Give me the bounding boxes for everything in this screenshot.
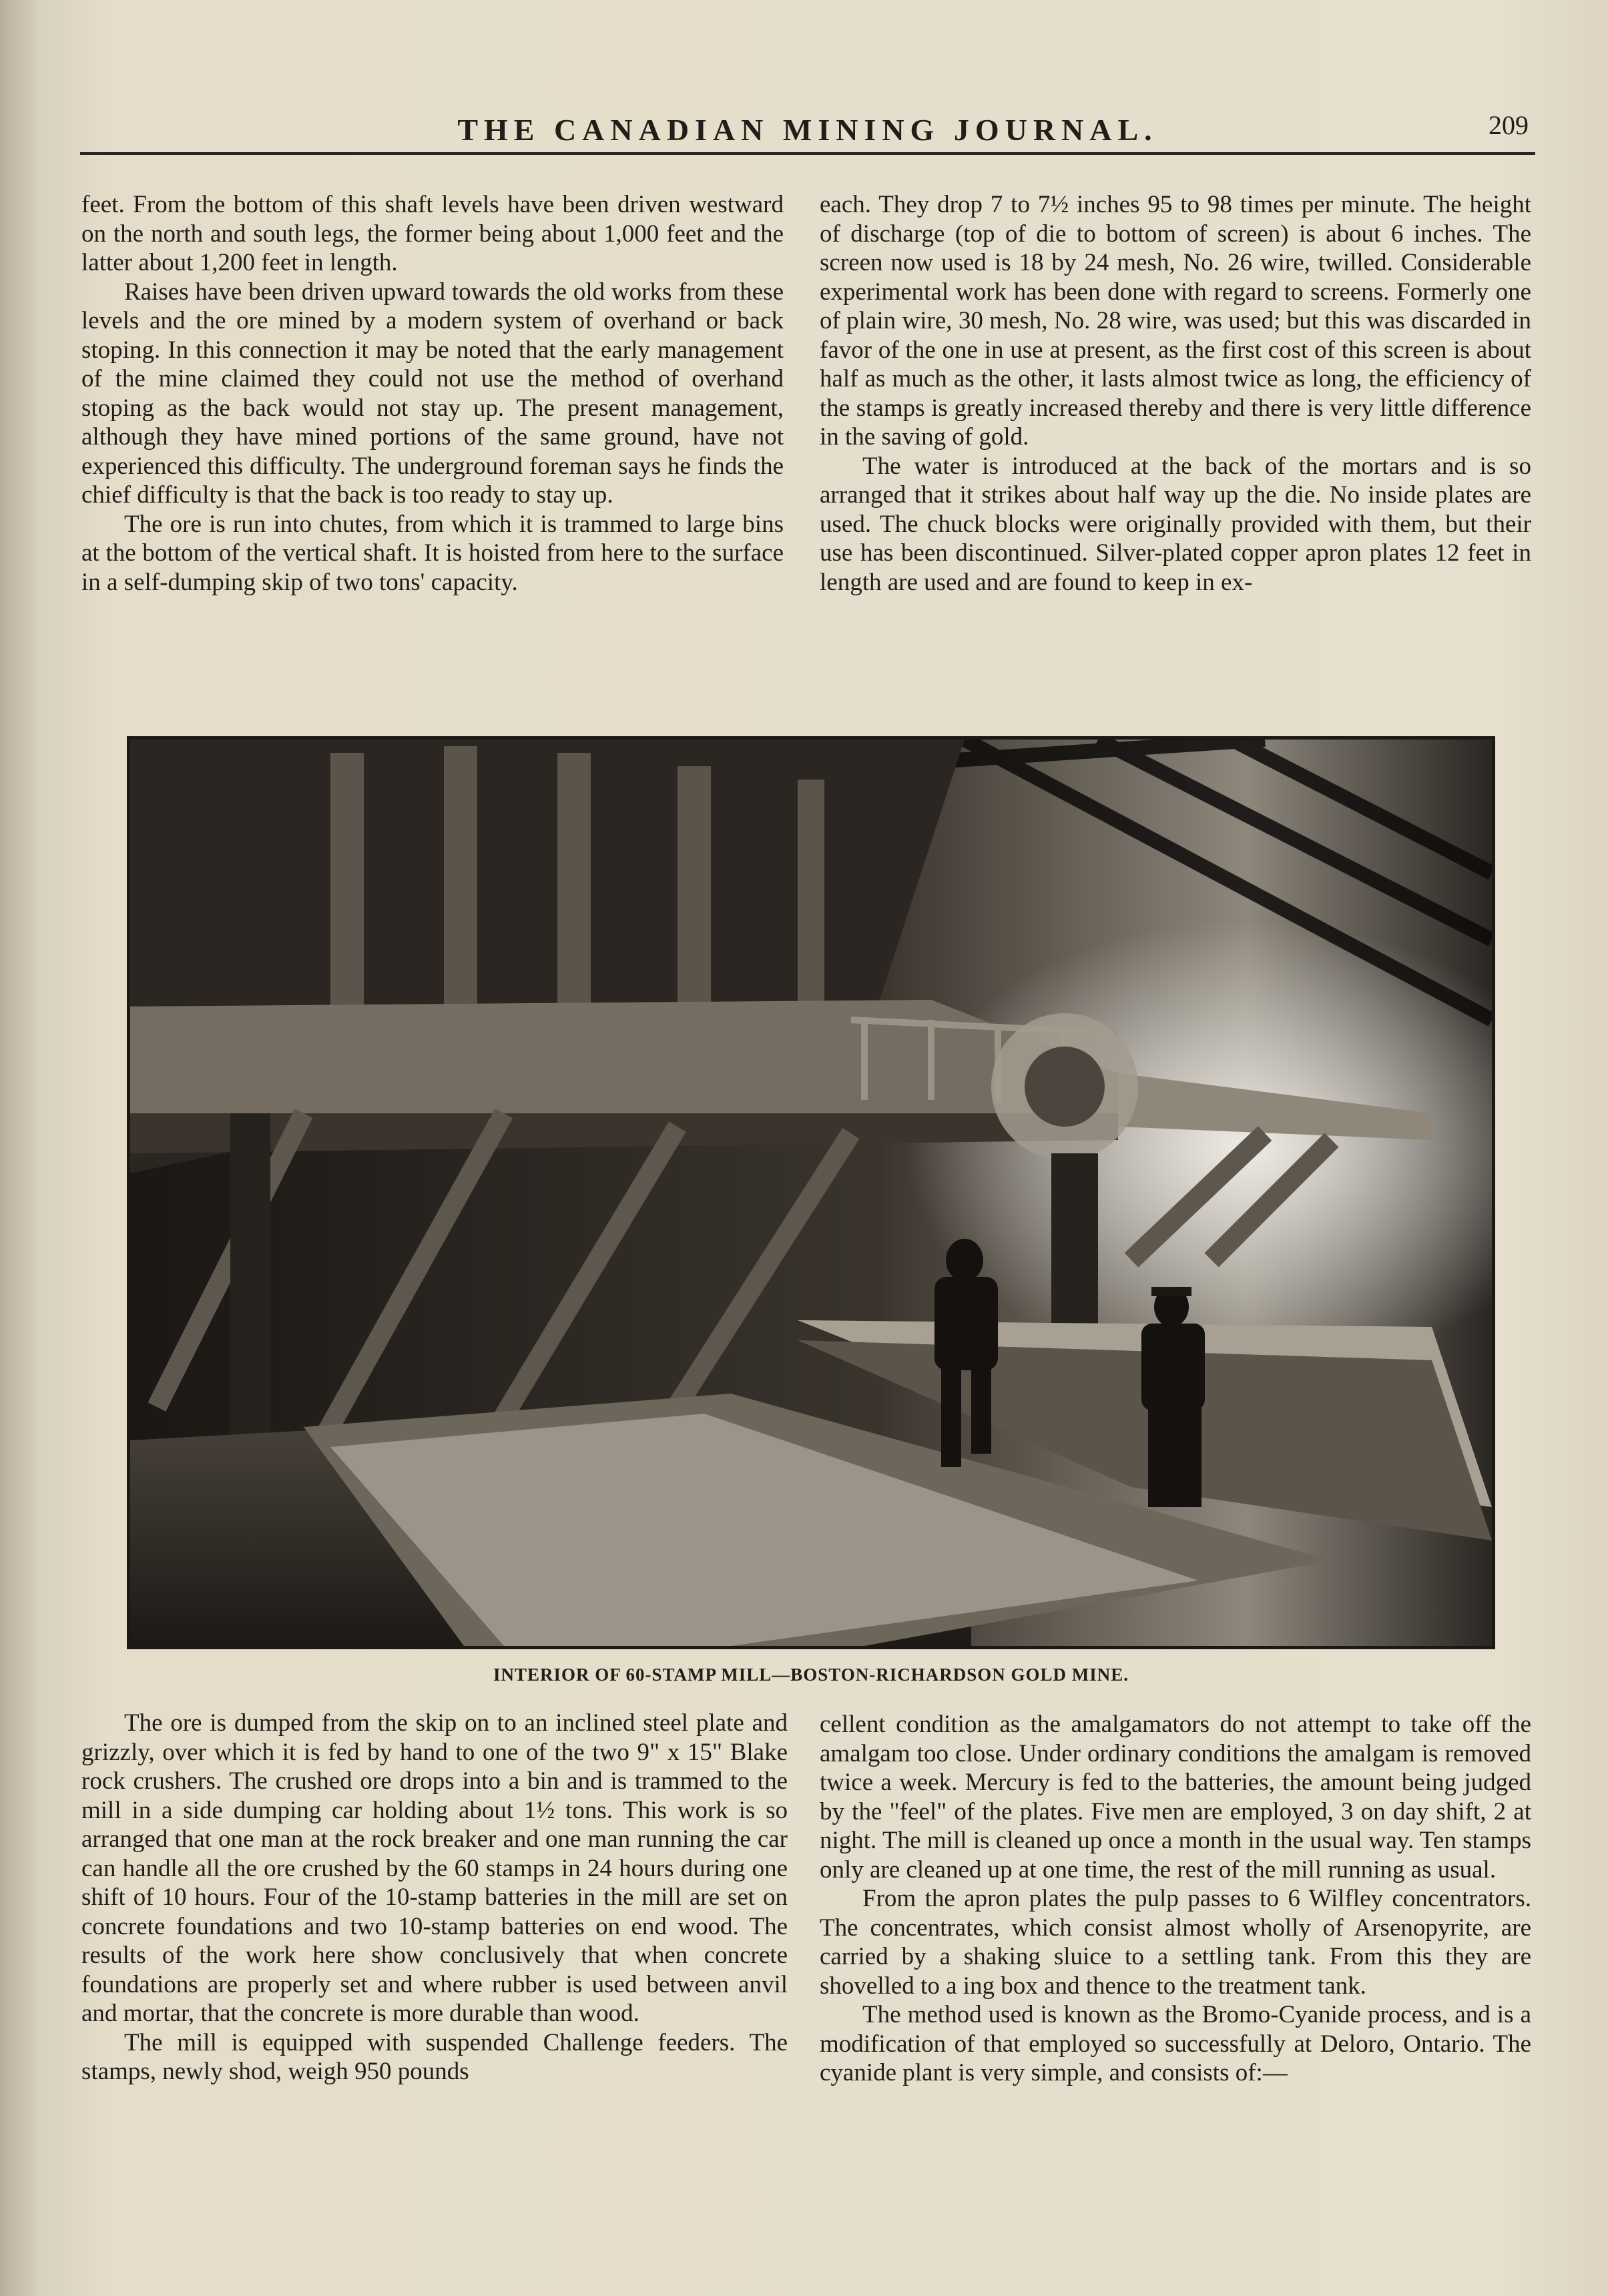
paragraph: From the apron plates the pulp passes to 6 Wilfley concentrators. The concentrates, which consist almost wholly of Arsenopyrite, are carried by a shaking sluice to a settling tank. From this they are shovelled to a ing box and thence to the treatment tank. — [820, 1885, 1531, 2000]
paragraph: The method used is known as the Bromo-Cyanide process, and is a modification of that employed so successfully at Deloro, Ontario. The cyanide plant is very simple, and consists of:— — [820, 2001, 1531, 2086]
column-top-right — [820, 190, 1531, 597]
paragraph: The mill is equipped with suspended Challenge feeders. The stamps, newly shod, weigh 950 pounds — [81, 2028, 788, 2085]
running-header — [80, 107, 1535, 154]
paragraph: cellent condition as the amalgamators do not attempt to take off the amalgam too close. Under ordinary conditions the amalgam is removed twice a week. Mercury is fed to the batteries, the amount being judged by the "feel" of the plates. Five men are employed, 3 on day shift, 2 at night. The mill is cleaned up once a month in the usual way. Ten stamps only are cleaned up at one time, the rest of the mill running as usual. — [820, 1711, 1531, 1884]
paragraph: The water is introduced at the back of the mortars and is so arranged that it strikes about half way up the die. No inside plates are used. The chuck blocks were originally provided with them, but their use has been discontinued. Silver-plated copper apron plates 12 feet in length are used and are found to keep in ex- — [820, 452, 1531, 596]
paragraph: feet. From the bottom of this shaft levels have been driven westward on the north and south legs, the former being about 1,000 feet and the latter about 1,200 feet in length. — [81, 191, 784, 276]
photo-caption: INTERIOR OF 60-STAMP MILL—BOSTON-RICHARDSON GOLD MINE. — [493, 1665, 1129, 1685]
header-rule — [80, 152, 1535, 155]
paragraph: Raises have been driven upward towards the old works from these levels and the ore mined by a modern system of overhand or back stoping. In this connection it may be noted that the early management of the mine claimed they could not use the method of overhand stoping as the back would not stay up. The present management, although they have mined portions of the same ground, have not experienced this difficulty. The underground foreman says he finds the chief difficulty is that the back is too ready to stay up. — [81, 278, 784, 509]
paragraph: The ore is dumped from the skip on to an inclined steel plate and grizzly, over which it is fed by hand to one of the two 9" x 15" Blake rock crushers. The crushed ore drops into a bin and is trammed to the mill in a side dumping car holding about 1½ tons. This work is so arranged that one man at the rock breaker and one man running the car can handle all the ore crushed by the 60 stamps in 24 hours during one shift of 10 hours. Four of the 10-stamp batteries in the mill are set on concrete foundations and two 10-stamp batteries on end wood. The results of the work here show conclusively that when concrete foundations are properly set and where rubber is used between anvil and mortar, that the concrete is more durable than wood. — [81, 1709, 788, 2027]
column-bottom-left — [81, 1709, 788, 2086]
journal-title: THE CANADIAN MINING JOURNAL. — [457, 113, 1158, 147]
mill-interior-photo — [127, 736, 1495, 1649]
paragraph: each. They drop 7 to 7½ inches 95 to 98 times per minute. The height of discharge (top of die to bottom of screen) is about 6 inches. The screen now used is 18 by 24 mesh, No. 26 wire, twilled. Considerable experimental work has been done with regard to screens. Formerly one of plain wire, 30 mesh, No. 28 wire, was used; but this was discarded in favor of the one in use at present, as the first cost of this screen is about half as much as the other, it lasts almost twice as long, the efficiency of the stamps is greatly increased thereby and there is very little difference in the saving of gold. — [820, 191, 1531, 451]
stamp-mill-photo-illustration — [130, 740, 1492, 1646]
column-top-left — [81, 190, 784, 597]
paragraph: The ore is run into chutes, from which it is trammed to large bins at the bottom of the vertical shaft. It is hoisted from here to the surface in a self-dumping skip of two tons' capacity. — [81, 510, 784, 596]
page-number: 209 — [1489, 110, 1529, 140]
column-bottom-right — [820, 1710, 1531, 2088]
